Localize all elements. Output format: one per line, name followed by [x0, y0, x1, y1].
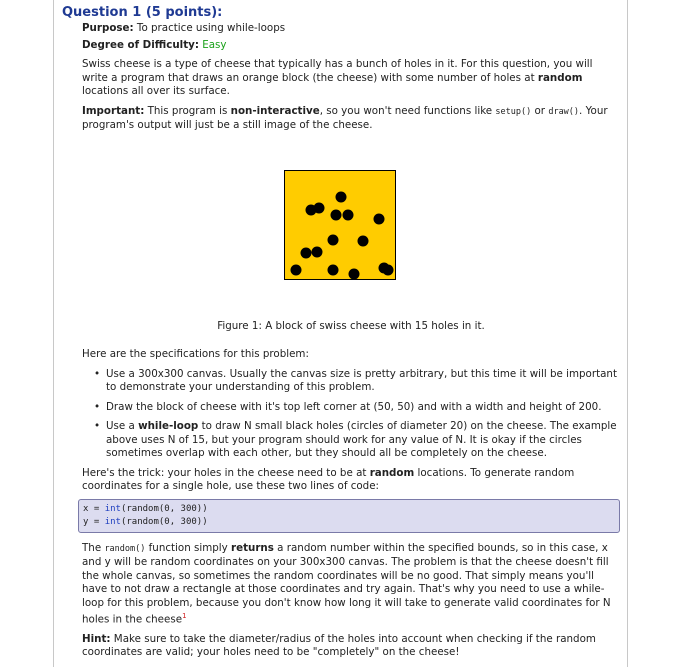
explanation-paragraph	[82, 542, 620, 627]
code-keyword: int	[104, 516, 121, 527]
important-text-1: This program is	[144, 104, 231, 117]
figure-caption: Figure 1: A block of swiss cheese with 15 holes in it.	[217, 320, 485, 332]
important-label: Important:	[82, 104, 145, 117]
purpose-line	[82, 22, 620, 36]
cheese-hole	[383, 265, 394, 276]
hint-paragraph	[82, 633, 620, 660]
draw-code: draw()	[548, 106, 580, 117]
code-call: (random(0, 300))	[120, 503, 208, 514]
cheese-hole	[312, 247, 323, 258]
cheese-block	[285, 171, 396, 280]
important-bold: non-interactive	[230, 104, 320, 117]
setup-code: setup()	[495, 106, 532, 117]
cheese-hole	[358, 236, 369, 247]
code-var-x: x =	[83, 503, 105, 514]
cheese-hole	[328, 235, 339, 246]
explanation-text-a: The	[82, 541, 105, 554]
question-title: Question 1 (5 points):	[62, 5, 223, 20]
important-paragraph	[82, 105, 620, 133]
hint-label: Hint:	[82, 632, 111, 645]
cheese-hole	[328, 265, 339, 276]
cheese-hole	[336, 192, 347, 203]
intro-bold: random	[537, 71, 583, 84]
trick-text-a: Here's the trick: your holes in the cheese need to be at	[82, 466, 370, 479]
difficulty-label: Degree of Difficulty:	[82, 38, 199, 51]
random-code: random()	[104, 543, 146, 554]
trick-paragraph	[82, 467, 620, 494]
code-keyword: int	[104, 503, 121, 514]
code-line-y	[83, 516, 615, 529]
specs-intro: Here are the specifications for this problem:	[82, 348, 309, 360]
cheese-hole	[374, 214, 385, 225]
cheese-svg	[284, 170, 396, 280]
spec3-text-b: to draw N small black holes (circles of diameter 20) on the cheese. The example above uses N of 15, but your program should work for any value of N. It is okay if the circles sometimes overlap with each other, but they should all be completely on the cheese.	[106, 420, 617, 459]
difficulty-value: Easy	[202, 38, 227, 51]
cheese-hole	[349, 269, 360, 280]
footnote-marker[interactable]: 1	[182, 612, 187, 620]
cheese-hole	[331, 210, 342, 221]
explanation-text-b: function simply	[145, 541, 232, 554]
explanation-bold: returns	[231, 541, 274, 554]
purpose-text: To practice using while-loops	[133, 22, 286, 34]
cheese-hole	[314, 203, 325, 214]
question-intro	[82, 22, 620, 133]
important-text-3: . Your program's output will just be a still image of the cheese.	[82, 104, 608, 131]
hint-text: Make sure to take the diameter/radius of the holes into account when checking if the random coordinates are valid; your holes need to be "completely" on the cheese!	[82, 632, 596, 659]
cheese-figure	[284, 170, 396, 280]
important-or: or	[531, 104, 549, 117]
intro-text-1: Swiss cheese is a type of cheese that typically has a bunch of holes in it. For this question, you will write a program that draws an orange block (the cheese) with some number of holes at	[82, 58, 593, 84]
specs-list	[82, 368, 620, 461]
specifications-section	[82, 348, 620, 660]
trick-bold: random	[369, 466, 415, 479]
code-call: (random(0, 300))	[120, 516, 208, 527]
purpose-label: Purpose:	[82, 22, 134, 34]
code-line-x	[83, 503, 615, 516]
left-margin-line	[53, 0, 54, 667]
code-var-y: y =	[83, 516, 105, 527]
spec-item-cheese-block: • Draw the block of cheese with it's top left corner at (50, 50) and with a width and height of 200.	[106, 401, 620, 415]
right-margin-line	[627, 0, 628, 667]
cheese-hole	[291, 265, 302, 276]
explanation-text-c: a random number within the specified bounds, so in this case, x and y will be random coordinates on your 300x300 canvas. The problem is that the cheese doesn't fill the whole canvas, so sometimes the random coordinates will be no good. That simply means you'll have to not draw a rectangle at those coordinates and try again. That's why you need to use a while-loop for this problem, because you don't know how long it will take to generate valid coordinates for N holes in the cheese	[82, 541, 611, 626]
intro-text-2: locations all over its surface.	[82, 85, 230, 97]
cheese-hole	[343, 210, 354, 221]
spec-item-holes	[106, 420, 620, 461]
cheese-hole	[301, 248, 312, 259]
spec3-bold: while-loop	[138, 420, 199, 432]
spec3-text-a: Use a	[106, 420, 139, 432]
intro-paragraph	[82, 58, 620, 99]
difficulty-line	[82, 39, 620, 53]
spec-item-canvas: • Use a 300x300 canvas. Usually the canvas size is pretty arbitrary, but this time it will be important to demonstrate your understanding of this problem.	[106, 368, 620, 395]
code-block	[78, 499, 620, 533]
trick-text-b: locations. To generate random coordinates for a single hole, use these two lines of code:	[82, 466, 575, 492]
important-text-2: , so you won't need functions like	[319, 104, 496, 117]
